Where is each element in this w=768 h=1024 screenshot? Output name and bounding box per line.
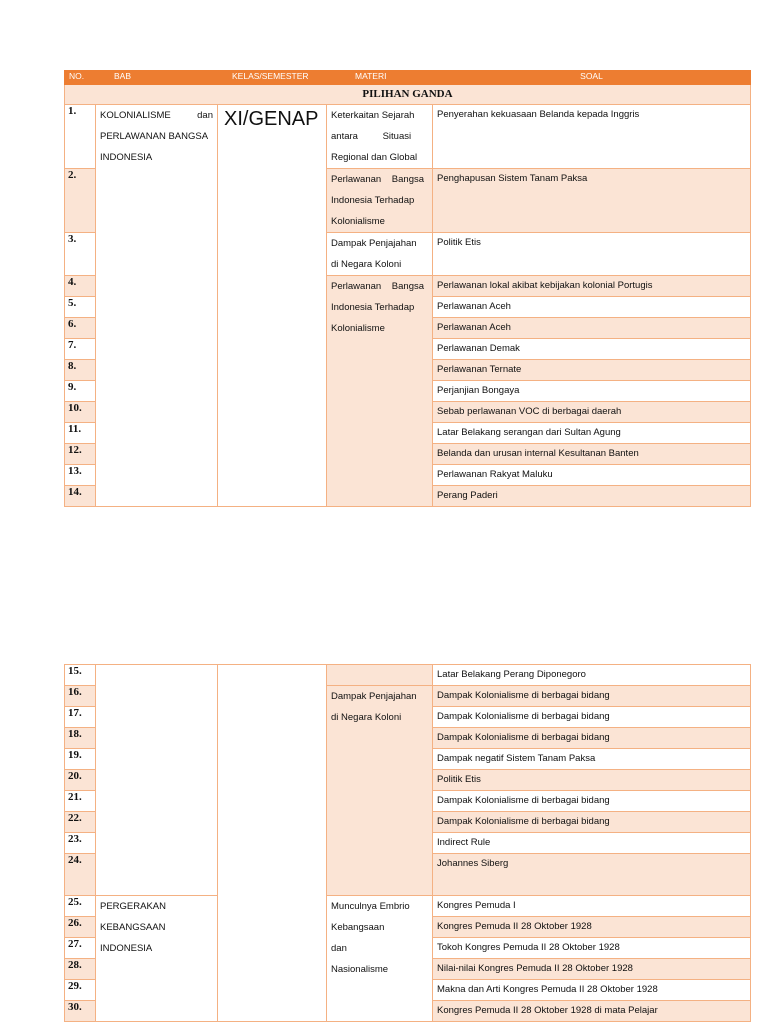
row-number: 19. [65,749,96,770]
materi-cell [327,233,433,276]
soal-cell: Perlawanan Aceh [433,297,751,318]
row-number: 5. [65,297,96,318]
soal-cell: Tokoh Kongres Pemuda II 28 Oktober 1928 [433,938,751,959]
bab-cell [96,665,218,896]
bab-cell [96,105,218,507]
materi-text: Perlawanan Bangsa [331,281,425,292]
soal-cell: Penyerahan kekuasaan Belanda kepada Inggris [433,105,751,169]
materi-text: Munculnya Embrio [331,901,410,912]
materi-text: Nasionalisme [331,964,389,975]
kelas-value: XI/GENAP [224,108,319,130]
soal-cell: Makna dan Arti Kongres Pemuda II 28 Oktober 1928 [433,980,751,1001]
bab-text: dan [197,110,213,121]
materi-cell [327,686,433,896]
soal-cell: Latar Belakang serangan dari Sultan Agung [433,423,751,444]
materi-cell [327,105,433,169]
soal-cell: Indirect Rule [433,833,751,854]
row-number: 21. [65,791,96,812]
materi-text: Indonesia Terhadap [331,195,415,206]
row-number: 12. [65,444,96,465]
row-number: 14. [65,486,96,507]
row-number: 3. [65,233,96,276]
bab-text: KEBANGSAAN [100,922,166,933]
materi-text: Kolonialisme [331,216,385,227]
row-number: 24. [65,854,96,896]
row-number: 29. [65,980,96,1001]
table-header-row [65,71,751,85]
soal-cell: Perlawanan Ternate [433,360,751,381]
soal-cell: Johannes Siberg [433,854,751,896]
row-number: 30. [65,1001,96,1022]
soal-cell: Belanda dan urusan internal Kesultanan Banten [433,444,751,465]
bab-cell [96,896,218,1022]
row-number: 27. [65,938,96,959]
soal-cell: Kongres Pemuda II 28 Oktober 1928 [433,917,751,938]
row-number: 17. [65,707,96,728]
materi-text: Kolonialisme [331,323,385,334]
soal-cell: Nilai-nilai Kongres Pemuda II 28 Oktober 1928 [433,959,751,980]
row-number: 9. [65,381,96,402]
materi-cell [327,665,433,686]
soal-cell: Dampak Kolonialisme di berbagai bidang [433,686,751,707]
soal-cell: Politik Etis [433,233,751,276]
row-number: 4. [65,276,96,297]
row-number: 20. [65,770,96,791]
row-number: 16. [65,686,96,707]
row-number: 8. [65,360,96,381]
question-grid-table-2 [64,664,751,1022]
section-title: PILIHAN GANDA [65,85,751,105]
question-grid-table-1 [64,70,751,507]
soal-cell: Kongres Pemuda I [433,896,751,917]
soal-cell: Dampak Kolonialisme di berbagai bidang [433,791,751,812]
soal-cell: Dampak Kolonialisme di berbagai bidang [433,812,751,833]
materi-text: Indonesia Terhadap [331,302,415,313]
materi-text: Dampak Penjajahan [331,691,417,702]
row-number: 22. [65,812,96,833]
materi-text: di Negara Koloni [331,712,402,723]
header-no: NO. [65,71,96,85]
table-row [65,665,751,686]
soal-cell: Latar Belakang Perang Diponegoro [433,665,751,686]
bab-text: INDONESIA [100,152,153,163]
bab-text: INDONESIA [100,943,153,954]
section-row [65,85,751,105]
materi-cell [327,276,433,507]
soal-cell: Perlawanan Demak [433,339,751,360]
materi-text: Dampak Penjajahan [331,238,417,249]
bab-text: PERGERAKAN [100,901,166,912]
materi-cell [327,169,433,233]
header-materi: MATERI [327,71,433,85]
row-number: 7. [65,339,96,360]
row-number: 10. [65,402,96,423]
soal-cell: Perlawanan lokal akibat kebijakan kolonial Portugis [433,276,751,297]
row-number: 25. [65,896,96,917]
soal-cell: Dampak Kolonialisme di berbagai bidang [433,728,751,749]
header-kelas: KELAS/SEMESTER [218,71,327,85]
soal-cell: Sebab perlawanan VOC di berbagai daerah [433,402,751,423]
materi-text: Kebangsaan dan [331,922,385,954]
soal-cell: Politik Etis [433,770,751,791]
row-number: 26. [65,917,96,938]
header-soal: SOAL [433,71,751,85]
kelas-cell [218,105,327,507]
soal-cell: Dampak Kolonialisme di berbagai bidang [433,707,751,728]
table-row [65,105,751,169]
row-number: 6. [65,318,96,339]
row-number: 1. [65,105,96,169]
row-number: 2. [65,169,96,233]
materi-text: Keterkaitan Sejarah [331,110,415,121]
row-number: 28. [65,959,96,980]
row-number: 15. [65,665,96,686]
bab-text: PERLAWANAN BANGSA [100,131,209,142]
soal-cell: Perang Paderi [433,486,751,507]
soal-cell: Penghapusan Sistem Tanam Paksa [433,169,751,233]
materi-text: Perlawanan Bangsa [331,174,425,185]
soal-cell: Perlawanan Rakyat Maluku [433,465,751,486]
soal-cell: Perjanjian Bongaya [433,381,751,402]
row-number: 13. [65,465,96,486]
materi-cell [327,896,433,1022]
soal-cell: Kongres Pemuda II 28 Oktober 1928 di mata Pelajar [433,1001,751,1022]
row-number: 18. [65,728,96,749]
row-number: 11. [65,423,96,444]
table-row [65,896,751,917]
soal-cell: Perlawanan Aceh [433,318,751,339]
bab-text: KOLONIALISME [100,110,171,121]
kelas-cell [218,665,327,1022]
soal-cell: Dampak negatif Sistem Tanam Paksa [433,749,751,770]
header-bab: BAB [96,71,218,85]
row-number: 23. [65,833,96,854]
materi-text: di Negara Koloni [331,259,402,270]
materi-text: antara Situasi [331,131,412,142]
materi-text: Regional dan Global [331,152,418,163]
